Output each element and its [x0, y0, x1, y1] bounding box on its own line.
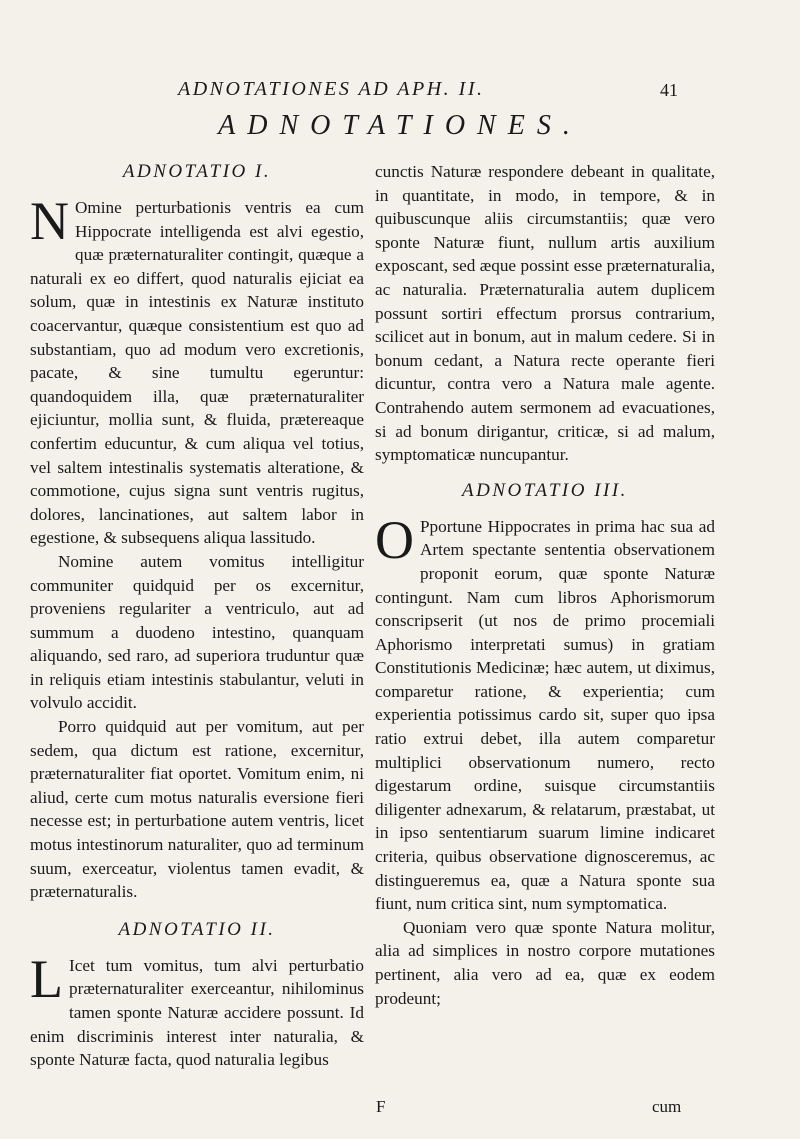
- paragraph: [375, 509, 715, 916]
- section-heading-2: ADNOTATIO II.: [118, 918, 276, 940]
- paragraph: Porro quidquid aut per vomitum, aut per sedem, qua dictum est ratione, excernitur, præternaturaliter fiat oportet. Vomitum enim, ni aliud, certe cum motus naturalis eversione fieri necesse est; in perturbatione autem ventris, licet motus intestinorum naturaliter, quo ad terminum suum, exerceatur, violentus tamen evadit, & præternaturalis.: [30, 717, 364, 902]
- right-column: [375, 160, 715, 1010]
- section-heading-1: ADNOTATIO I.: [122, 161, 272, 182]
- paragraph-continued: cunctis Naturæ respondere debeant in qualitate, in quantitate, in modo, in tempore, & in quibuscunque aliis circumstantiis; quæ vero sponte Naturæ fiunt, nullum artis auxilium exposcant, sed æque possint esse præternaturalia, ac naturalia. Præternaturalia autem duplicem possunt sortiri effectum prorsus contrarium, scilicet aut in bonum, aut in malum cedere. Si in bonum cedant, a Natura recte operante fieri dicuntur, contra vero a Natura male agente. Contrahendo autem sermonem ad evacuationes, si ad bonum dirigantur, criticæ, si ad malum, symptomaticæ nuncupantur.: [375, 162, 715, 465]
- drop-cap: L: [30, 948, 63, 1009]
- paragraph-text: Pportune Hippocrates in prima hac sua ad Artem spectante sententia observationem proponit eorum, quæ sponte Naturæ contingunt. Nam cum libros Aphorismorum conscripserit (ut nos de primo procemiali Aphorismo interpretati sumus) in gratiam Constitutionis Medicinæ; hæc autem, ut diximus, comparetur ratione, & experientia; cum experientia potissimus cardo sit, super quo ipsa ratio extrui debet, illa autem comparetur multiplici observationum numero, recto digestarum ordine, suisque circumstantiis diligenter adnexarum, & relatarum, præstabat, ut in ipso sententiarum suarum limine indicaret criteria, quibus observatione dignosceremus, ac distingueremus ea, quæ a Natura sponte sua fiunt, num critica sint, num symptomatica.: [375, 516, 715, 914]
- catchword: cum: [652, 1097, 682, 1116]
- signature-mark: F: [376, 1097, 386, 1116]
- paragraph: Nomine autem vomitus intelligitur communiter quidquid per os excernitur, proveniens regulariter a ventriculo, aut ad summum a duodeno intestino, quanquam aliquando, sed raro, ad superiora truduntur quæ in reliquis etiam intestinis stabulantur, veluti in volvulo accidit.: [30, 551, 364, 713]
- paragraph: [30, 191, 364, 550]
- paragraph: [30, 948, 364, 1072]
- main-title: ADNOTATIONES.: [218, 110, 582, 141]
- section-heading-3: ADNOTATIO III.: [462, 479, 628, 501]
- running-title: ADNOTATIONES AD APH. II.: [178, 78, 485, 100]
- drop-cap: O: [375, 509, 414, 570]
- drop-cap: N: [30, 191, 69, 251]
- page-number: 41: [660, 80, 678, 100]
- paragraph-text: Omine perturbationis ventris ea cum Hippocrate intelligenda est alvi egestio, quæ præternaturaliter contingit, quæque a naturali ex eo differt, quod naturalis ejiciat ea solum, quæ in intestinis ex Naturæ instituto coacervantur, quæque consistentium est quo ad substantiam, quo ad modum vero excretionis, pacate, & sine tumultu egeruntur: quandoquidem illa, quæ præternaturaliter ejiciuntur, mollia sunt, & fluida, prætereaque confertim educuntur, & cum aliqua vel totius, vel saltem intestinalis systematis alteratione, & commotione, cujus signa sunt ventris rugitus, dolores, lancinationes, aut saltem labor in egestione, & subsequens aliqua lassitudo.: [30, 198, 364, 548]
- paragraph-text: Icet tum vomitus, tum alvi perturbatio præternaturaliter exerceantur, nihilominus tamen sponte Naturæ accidere possunt. Id enim discriminis interest inter naturalia, & sponte Naturæ facta, quod naturalia legibus: [30, 955, 364, 1070]
- paragraph: Quoniam vero quæ sponte Natura molitur, alia ad simplices in nostro corpore mutationes pertinent, alia vero ad ea, quæ ex eodem prodeunt;: [375, 917, 715, 1008]
- left-column: [30, 160, 364, 1072]
